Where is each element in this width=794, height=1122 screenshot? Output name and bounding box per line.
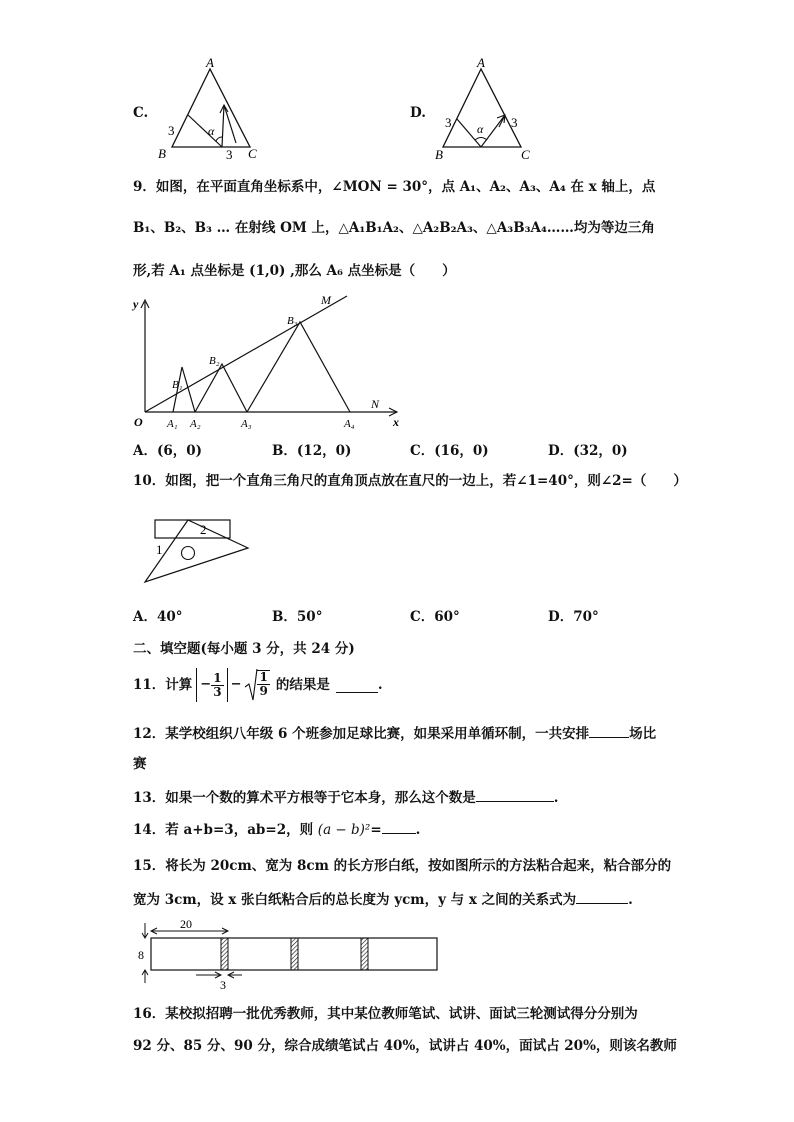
q12-line-2: 赛 [133,756,147,772]
side-length-label: 3 [168,123,175,138]
q10-question-text: 10．如图，把一个直角三角尺的直角顶点放在直尺的一边上，若∠1=40°，则∠2=（ ） [133,473,687,489]
point-n-label: N [371,397,380,411]
vertex-b-label: B [435,147,443,162]
q9-option-a[interactable]: A．(6，0) [133,443,203,459]
q11-suffix: 的结果是 [275,677,330,693]
q15-answer-blank[interactable] [576,889,628,904]
q9-coordinate-figure [125,290,415,435]
q12-line-1: 12．某学校组织八年级 6 个班参加足球比赛，如果采用单循环制，一共安排 场比 [133,723,656,743]
q10-option-a[interactable]: A．40° [133,609,183,625]
vertex-c-label: C [248,146,257,161]
q13-row: 13．如果一个数的算术平方根等于它本身，那么这个数是 . [133,787,559,807]
q13-answer-blank[interactable] [476,787,554,802]
q10-option-d[interactable]: D．70° [548,609,599,625]
q15-line-1: 15．将长为 20cm、宽为 8cm 的长方形白纸，按如图所示的方法粘合起来，粘合部分的 [133,858,672,874]
y-axis-label: y [133,297,139,311]
point-a4-label: A₄ [344,418,355,430]
q12-answer-blank[interactable] [589,723,629,738]
length-label: 20 [180,917,192,931]
q9-option-b[interactable]: B．(12，0) [272,443,352,459]
q11-expression: − $\frac{1}{3}$ − $\frac{1}{9}$ [196,667,270,703]
sqrt-sign-icon [244,667,258,703]
side-length-label: 3 [445,115,452,130]
set-square-hole [182,547,195,560]
option-c-triangle-figure [150,55,270,165]
angle-1-label: 1 [156,542,163,557]
q14-row: 14．若 a+b=3，ab=2，则 (a − b)²= . [133,819,420,839]
vertex-c-label: C [521,147,530,162]
vertex-a-label: A [206,55,214,70]
point-a1-label: A₁ [167,418,178,430]
fraction-one-third: $\frac{1}{3}$ [213,670,222,699]
fold-line [188,115,222,147]
overlap-region [291,938,298,970]
q9-line-1: 9．如图，在平面直角坐标系中，∠MON = 30°，点 A₁、A₂、A₃、A₄ 在 x 轴上，点 [133,179,656,195]
q14-answer-blank[interactable] [382,819,416,834]
q11-answer-blank[interactable] [336,678,378,693]
vertex-a-label: A [477,55,485,70]
side-length-label: 3 [511,115,518,130]
point-a2-label: A₂ [190,418,201,430]
origin-label: O [134,415,143,429]
q9-option-d[interactable]: D．(32，0) [548,443,628,459]
q16-line-2: 92 分、85 分、90 分，综合成绩笔试占 40%，试讲占 40%，面试占 20%，则该名教师 [133,1038,677,1054]
q10-option-c[interactable]: C．60° [410,609,460,625]
q11-prefix: 11．计算 [133,677,193,693]
angle-arc [216,137,222,141]
angle-2-label: 2 [200,522,207,537]
angle-alpha-label: α [477,122,484,136]
q15-line-2: 宽为 3cm，设 x 张白纸粘合后的总长度为 ycm，y 与 x 之间的关系式为 . [133,889,633,909]
q9-option-c[interactable]: C．(16，0) [410,443,489,459]
point-b3-label: B₃ [287,315,298,327]
overlap-label: 3 [220,978,226,992]
point-a3-label: A₃ [241,418,252,430]
triangle-a2b2a3 [195,364,247,412]
fold-line-2 [481,115,505,147]
x-axis-label: x [393,415,399,429]
abs-value-bars: − $\frac{1}{3}$ [196,668,227,702]
q9-line-3: 形,若 A₁ 点坐标是 (1,0) ,那么 A₆ 点坐标是（ ） [133,263,456,279]
angle-alpha-label: α [208,124,215,138]
option-d-triangle-figure [425,55,545,165]
ray-om [145,296,347,412]
q15-paper-strip-figure [134,917,444,992]
triangle-a3b3a4 [247,322,350,412]
width-label: 8 [138,948,144,962]
overlap-region [221,938,228,970]
q10-ruler-triangle-figure [140,510,260,590]
q11-row: 11．计算 − $\frac{1}{3}$ − $\frac{1}{9}$ 的结果是 . [133,666,383,704]
q10-option-b[interactable]: B．50° [272,609,323,625]
option-d-label: D. [410,105,426,121]
fold-line-3 [224,105,236,143]
side-length-label: 3 [226,147,233,162]
option-c-label: C. [133,105,149,121]
vertex-b-label: B [158,146,166,161]
section-title: 二、填空题(每小题 3 分，共 24 分) [133,641,355,657]
point-b1-label: B₁ [172,379,183,391]
q14-expression: (a − b)² [317,822,371,838]
overlap-region [361,938,368,970]
fold-line-2 [222,105,224,147]
angle-arc [475,138,487,141]
q9-line-2: B₁、B₂、B₃ … 在射线 OM 上，△A₁B₁A₂、△A₂B₂A₃、△A₃B₃A₄……均为等边三角 [133,220,655,236]
q16-line-1: 16．某校拟招聘一批优秀教师，其中某位教师笔试、试讲、面试三轮测试得分分别为 [133,1006,638,1022]
fraction-one-ninth: $\frac{1}{9}$ [259,670,268,698]
point-b2-label: B₂ [209,355,220,367]
point-m-label: M [321,293,331,307]
